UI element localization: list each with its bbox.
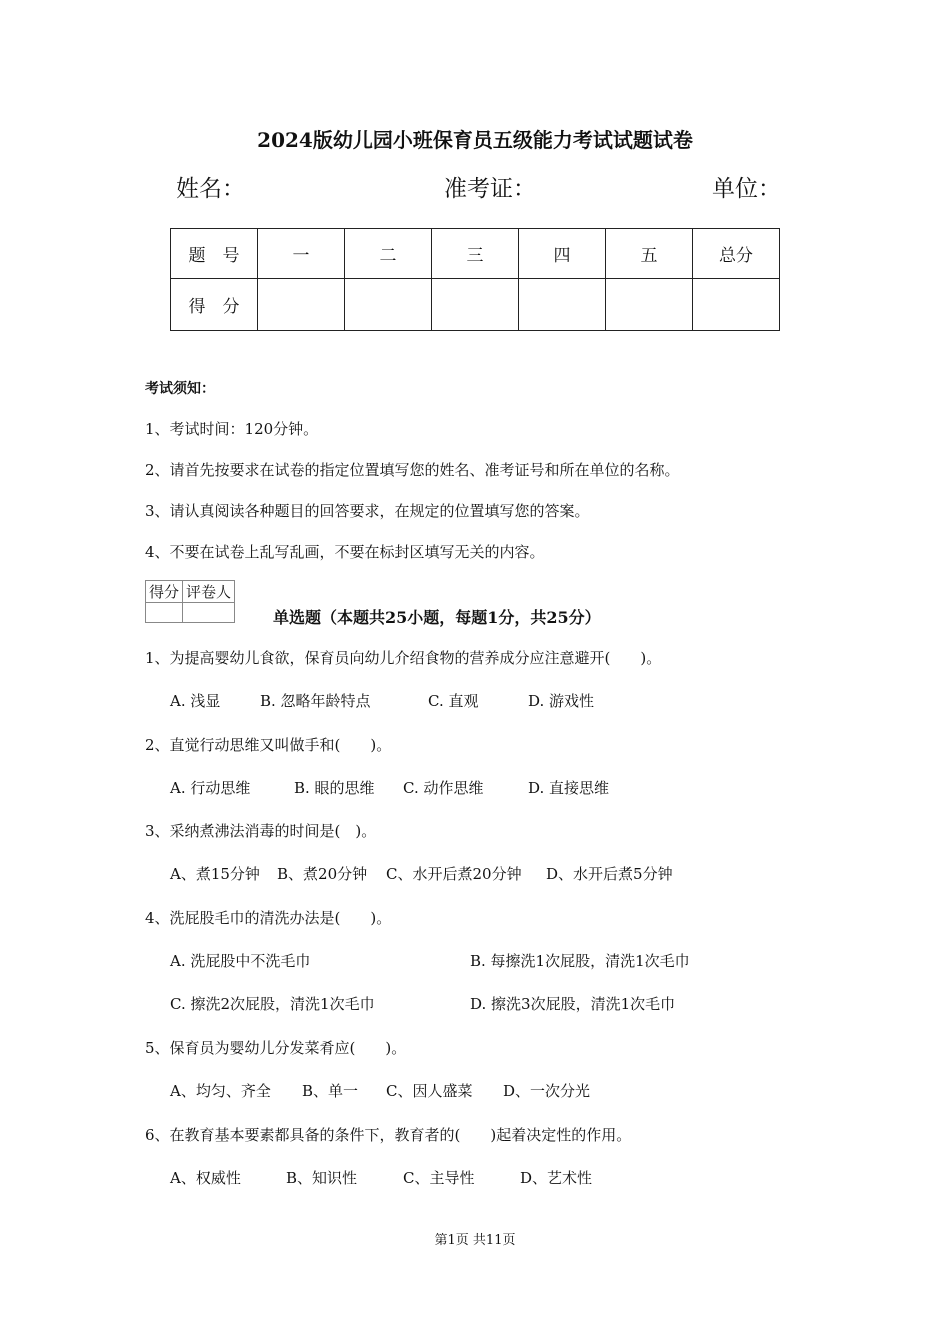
option[interactable]: A、权威性	[170, 1169, 241, 1187]
option[interactable]: B、单一	[302, 1082, 359, 1100]
question-text: 3、采纳煮沸法消毒的时间是( )。	[145, 822, 377, 840]
page-footer: 第1页 共11页	[434, 1233, 516, 1248]
question-text: 4、洗屁股毛巾的清洗办法是( )。	[145, 909, 392, 927]
option[interactable]: A、均匀、齐全	[170, 1082, 271, 1100]
option[interactable]: B、知识性	[286, 1169, 358, 1187]
option[interactable]: A. 浅显	[170, 692, 221, 710]
option[interactable]: A. 行动思维	[170, 779, 251, 797]
option[interactable]: C. 动作思维	[403, 779, 484, 797]
option[interactable]: B、煮20分钟	[277, 865, 368, 883]
score-cell[interactable]	[345, 279, 432, 331]
option[interactable]: D. 直接思维	[528, 779, 610, 797]
grader-name-label: 评卷人	[183, 581, 235, 603]
section-title: 单选题（本题共25小题，每题1分，共25分）	[273, 608, 601, 627]
option[interactable]: A. 洗屁股中不洗毛巾	[170, 952, 311, 970]
option[interactable]: C、水开后煮20分钟	[386, 865, 522, 883]
score-cell[interactable]	[258, 279, 345, 331]
question-text: 6、在教育基本要素都具备的条件下，教育者的( )起着决定性的作用。	[145, 1126, 632, 1144]
option[interactable]: B. 忽略年龄特点	[260, 692, 371, 710]
grader-score-label: 得分	[146, 581, 183, 603]
option[interactable]: B. 每擦洗1次屁股，清洗1次毛巾	[470, 952, 690, 970]
score-cell[interactable]	[432, 279, 519, 331]
option[interactable]: C、主导性	[403, 1169, 475, 1187]
option[interactable]: B. 眼的思维	[294, 779, 375, 797]
option[interactable]: D. 游戏性	[528, 692, 595, 710]
grader-score-cell[interactable]	[146, 603, 183, 623]
score-cell[interactable]	[693, 279, 780, 331]
option[interactable]: D、水开后煮5分钟	[546, 865, 673, 883]
option[interactable]: D、一次分光	[503, 1082, 591, 1100]
score-table-header-cell: 五	[606, 229, 693, 279]
score-table-header-cell: 三	[432, 229, 519, 279]
option[interactable]: D. 擦洗3次屁股，清洗1次毛巾	[470, 995, 676, 1013]
name-field-label: 姓名：	[176, 176, 245, 202]
option[interactable]: C. 擦洗2次屁股，清洗1次毛巾	[170, 995, 375, 1013]
question-text: 2、直觉行动思维又叫做手和( )。	[145, 736, 392, 754]
notice-item: 1、考试时间：120分钟。	[145, 420, 319, 438]
notice-item: 2、请首先按要求在试卷的指定位置填写您的姓名、准考证号和所在单位的名称。	[145, 461, 680, 479]
option[interactable]: C、因人盛菜	[386, 1082, 473, 1100]
score-table-score-row	[171, 279, 780, 331]
score-table-header-cell: 二	[345, 229, 432, 279]
score-cell[interactable]	[606, 279, 693, 331]
option[interactable]: A、煮15分钟	[170, 865, 260, 883]
score-cell[interactable]	[519, 279, 606, 331]
unit-field-label: 单位：	[712, 176, 781, 202]
grader-box	[145, 580, 235, 623]
score-table	[170, 228, 780, 331]
exam-title: 2024版幼儿园小班保育员五级能力考试试题试卷	[257, 128, 693, 152]
notice-item: 4、不要在试卷上乱写乱画，不要在标封区填写无关的内容。	[145, 543, 545, 561]
question-text: 1、为提高婴幼儿食欲，保育员向幼儿介绍食物的营养成分应注意避开( )。	[145, 649, 662, 667]
score-table-header-cell: 一	[258, 229, 345, 279]
score-table-header-cell: 题 号	[171, 229, 258, 279]
option[interactable]: C. 直观	[428, 692, 479, 710]
question-text: 5、保育员为婴幼儿分发菜肴应( )。	[145, 1039, 407, 1057]
notice-heading: 考试须知：	[145, 381, 215, 397]
grader-name-cell[interactable]	[183, 603, 235, 623]
exam-id-field-label: 准考证：	[444, 176, 536, 202]
score-table-header-cell: 总分	[693, 229, 780, 279]
notice-item: 3、请认真阅读各种题目的回答要求，在规定的位置填写您的答案。	[145, 502, 590, 520]
score-table-header-cell: 四	[519, 229, 606, 279]
option[interactable]: D、艺术性	[520, 1169, 593, 1187]
score-table-header-row	[171, 229, 780, 279]
score-row-label: 得 分	[171, 279, 258, 331]
